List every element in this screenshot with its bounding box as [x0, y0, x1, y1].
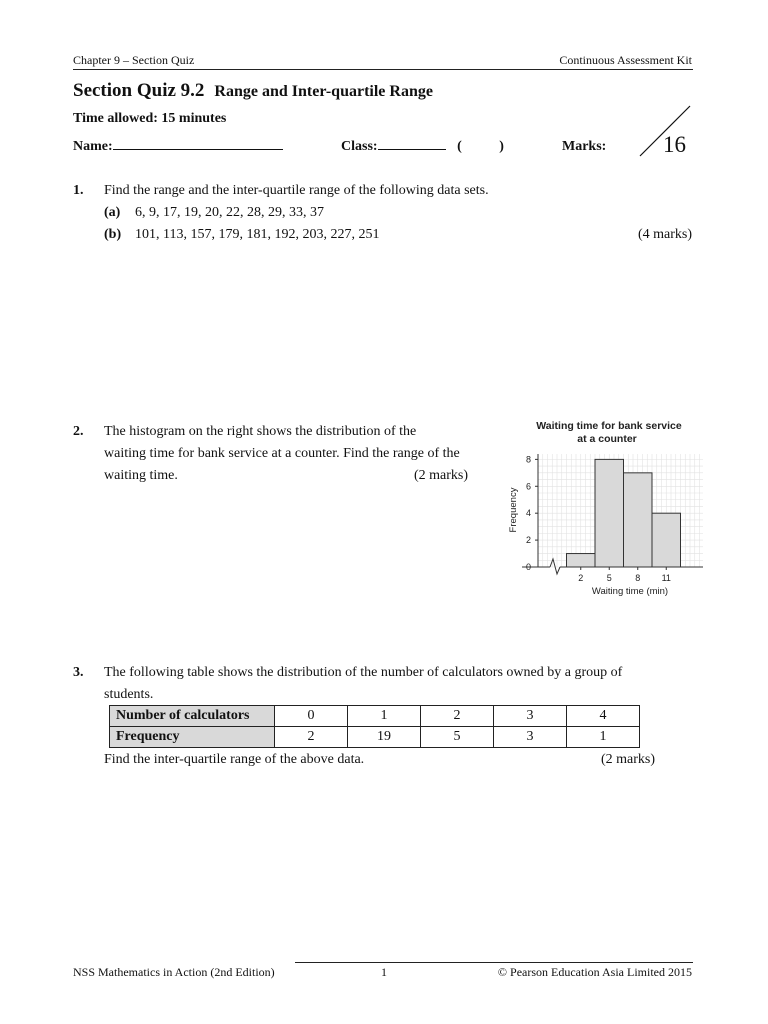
y-tick-label: 4 [525, 508, 531, 519]
q3-line2: students. [104, 687, 154, 702]
class-label: Class: [341, 139, 378, 154]
chart-title-2: at a counter [577, 433, 637, 445]
name-line[interactable] [113, 149, 283, 150]
footer-rule [295, 962, 693, 963]
q2-line1: The histogram on the right shows the distribution of the [104, 424, 417, 439]
table-cell: 2 [421, 706, 494, 727]
y-tick-label: 0 [525, 562, 531, 572]
q1a-data: 6, 9, 17, 19, 20, 22, 28, 29, 33, 37 [135, 205, 324, 220]
table-row [110, 706, 640, 727]
table-header-frequency: Frequency [110, 727, 275, 748]
quiz-topic: Range and Inter-quartile Range [214, 83, 433, 100]
header-chapter: Chapter 9 – Section Quiz [73, 53, 195, 67]
q1b-data: 101, 113, 157, 179, 181, 192, 203, 227, 251 [135, 227, 380, 242]
class-line[interactable] [378, 149, 446, 150]
marks-total: 16 [663, 132, 686, 157]
q3-find: Find the inter-quartile range of the above data. [104, 752, 365, 767]
class-field[interactable] [341, 139, 504, 155]
table-cell: 19 [348, 727, 421, 748]
quiz-number: Section Quiz 9.2 [73, 80, 205, 101]
time-allowed: Time allowed: 15 minutes [73, 111, 227, 126]
x-tick-label: 2 [578, 573, 584, 583]
x-tick-label: 8 [635, 573, 641, 583]
calculator-table [109, 705, 640, 748]
table-cell: 1 [348, 706, 421, 727]
y-tick-label: 6 [525, 481, 531, 492]
marks-label: Marks: [562, 139, 607, 154]
table-cell: 3 [494, 727, 567, 748]
table-header-calculators: Number of calculators [110, 706, 275, 727]
table-cell: 0 [275, 706, 348, 727]
q1-number: 1. [73, 183, 84, 198]
header-rule [73, 69, 693, 70]
q2-number: 2. [73, 424, 84, 439]
y-axis-label: Frequency [508, 487, 519, 533]
footer-book: NSS Mathematics in Action (2nd Edition) [73, 965, 275, 979]
name-label: Name: [73, 139, 113, 154]
q1-marks: (4 marks) [637, 227, 692, 242]
q2-line2: waiting time for bank service at a counter. Find the range of the [104, 446, 460, 461]
name-field[interactable] [73, 139, 283, 155]
histogram-bar [652, 513, 681, 567]
q3-marks: (2 marks) [601, 752, 656, 767]
chart-title: Waiting time for bank service [536, 420, 682, 432]
class-paren-open: ( [457, 139, 462, 154]
histogram-chart [500, 414, 710, 604]
histogram-bar [624, 473, 653, 567]
q1b-label: (b) [104, 227, 122, 242]
q3-line1: The following table shows the distribution of the number of calculators owned by a group of [104, 665, 623, 680]
y-tick-label: 8 [525, 454, 531, 465]
class-paren-close: ) [499, 139, 504, 154]
x-tick-label: 11 [661, 573, 671, 583]
histogram-bar [595, 459, 624, 567]
footer-copyright: © Pearson Education Asia Limited 2015 [497, 965, 692, 979]
histogram-bar [567, 554, 596, 567]
q3-number: 3. [73, 665, 84, 680]
x-tick-label: 5 [606, 573, 612, 583]
x-axis-label: Waiting time (min) [591, 586, 669, 597]
q2-marks: (2 marks) [414, 468, 469, 483]
q1-text: Find the range and the inter-quartile range of the following data sets. [104, 183, 489, 198]
y-tick-label: 2 [525, 535, 531, 546]
page-title [73, 80, 433, 102]
header-kit: Continuous Assessment Kit [559, 53, 692, 67]
q1a-label: (a) [104, 205, 121, 220]
table-cell: 3 [494, 706, 567, 727]
table-cell: 4 [567, 706, 640, 727]
table-cell: 1 [567, 727, 640, 748]
q2-line3: waiting time. [104, 468, 178, 483]
page-number: 1 [381, 965, 387, 979]
table-cell: 2 [275, 727, 348, 748]
table-cell: 5 [421, 727, 494, 748]
table-row [110, 727, 640, 748]
